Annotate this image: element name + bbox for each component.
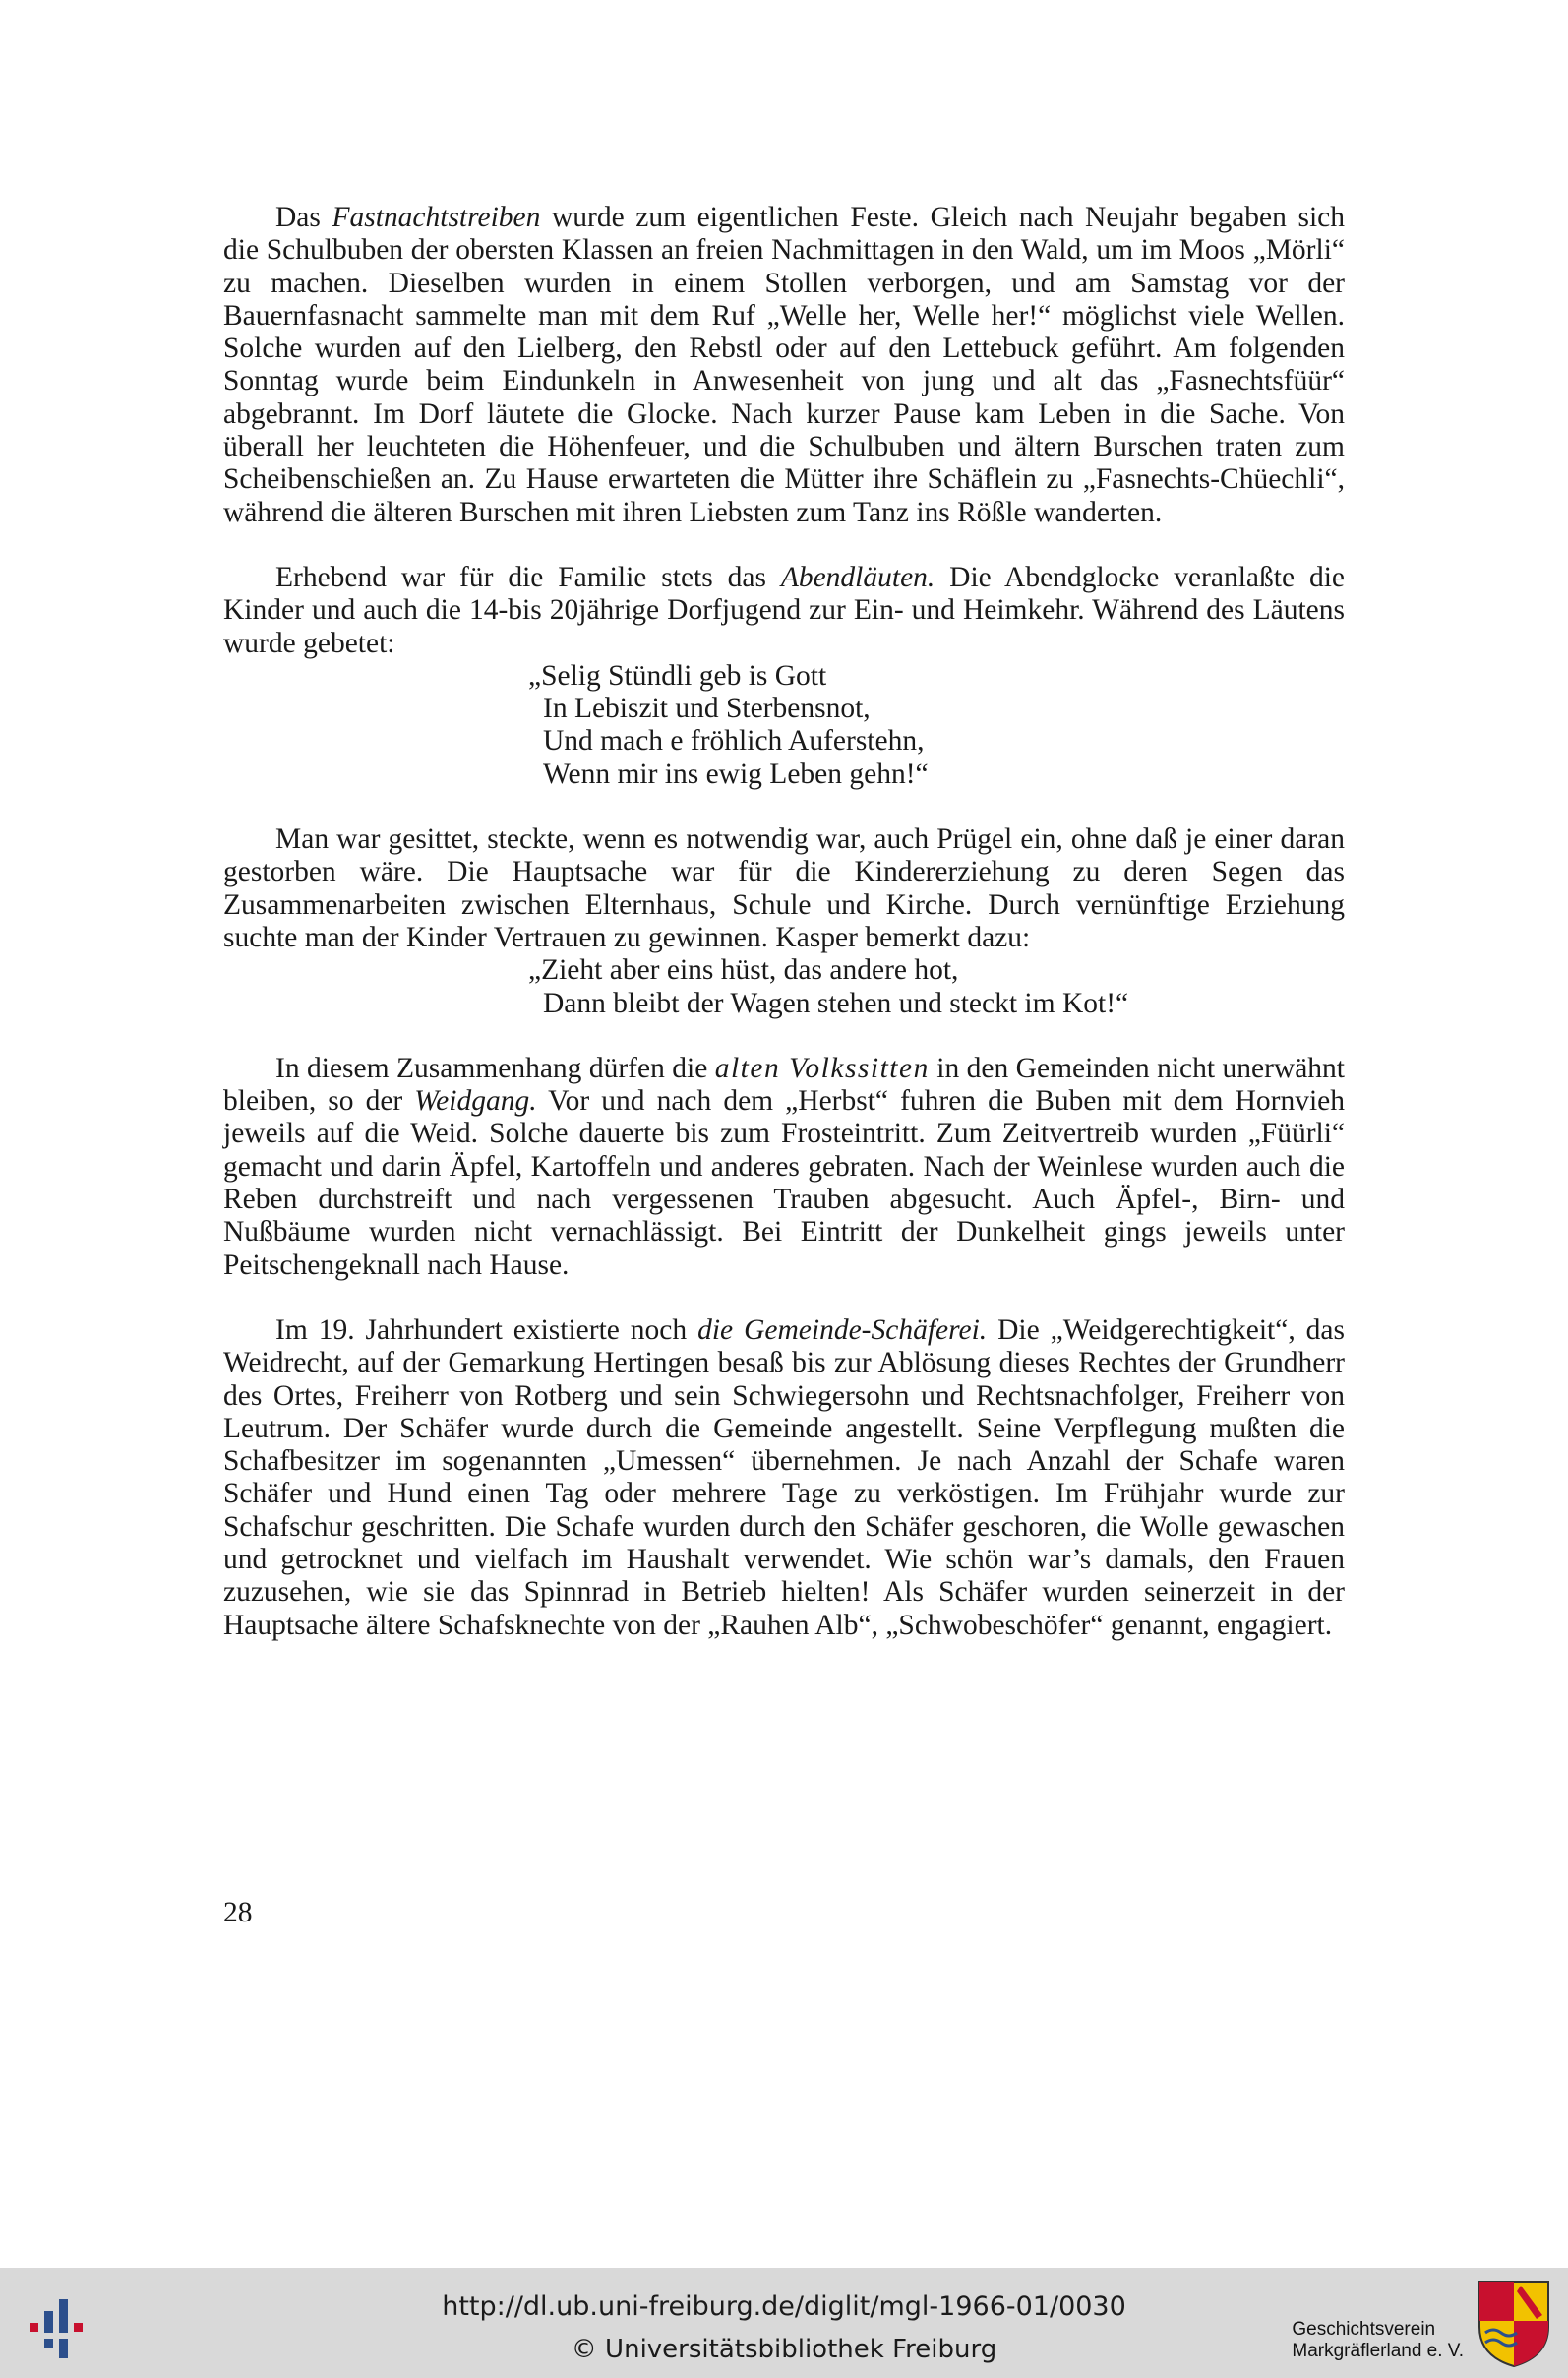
text-run: In diesem Zusammenhang dürfen die (275, 1052, 715, 1084)
text-run: Vor und nach dem „Herbst“ fuhren die Buben mit dem Hornvieh jeweils auf die Weid. Solche dauerte bis zum Frosteintritt. Zum Zeitvertreib wurden „Füürli“ gemacht und darin Äpfel, Kartoffeln und anderes gebraten. Nach der Weinlese wurden auch die Reben durchstreift und nach vergessenen Trauben abgesucht. Auch Äpfel-, Birn- und Nußbäume wurden nicht vernachlässigt. Bei Eintritt der Dunkelheit gings jeweils unter Peitschengeknall nach Hause. (223, 1085, 1345, 1281)
text-run: in den Gemeinden nicht unerwähnt bleiben, so der (223, 1052, 1346, 1118)
paragraph-abendlaeuten (223, 562, 1345, 660)
copyright-notice: © Universitätsbibliothek Freiburg (571, 2335, 997, 2364)
paragraph-schaeferei (223, 1314, 1345, 1642)
society-name (1292, 2319, 1464, 2362)
paragraph-erziehung (223, 823, 1345, 954)
page-body (223, 202, 1345, 1642)
society-name-line: Markgräflerland e. V. (1292, 2341, 1464, 2361)
text-run: Die „Weidgerechtigkeit“, das Weidrecht, auf der Gemarkung Hertingen besaß bis zur Ablösung dieses Rechtes der Grundherr des Ortes, Freiherr von Rotberg und sein Schwiegersohn und Rechtsnachfolger, Freiherr von Leutrum. Der Schäfer wurde durch die Gemeinde angestellt. Seine Verpflegung mußten die Schafbesitzer im sogenannten „Umessen“ übernehmen. Je nach Anzahl der Schafe waren Schäfer und Hund einen Tag oder mehrere Tage zu verköstigen. Im Frühjahr wurde zur Schafschur geschritten. Die Schafe wurden durch den Schäfer geschoren, die Wolle gewaschen und getrocknet und vielfach im Haushalt verwendet. Wie schön war’s damals, den Frauen zuzusehen, wie sie das Spinnrad in Betrieb hielten! Als Schäfer wurden seinerzeit in der Hauptsache ältere Schafsknechte von der „Rauhen Alb“, „Schwobeschöfer“ genannt, engagiert. (223, 1313, 1345, 1641)
paragraph-volkssitten (223, 1053, 1345, 1282)
text-run: Erhebend war für die Familie stets das (275, 561, 781, 593)
verse-line: In Lebiszit und Sterbensnot, (543, 693, 871, 725)
footer-bar (0, 2268, 1568, 2378)
verse-line: „Selig Stündli geb is Gott (528, 659, 827, 692)
paragraph-fastnachtstreiben (223, 202, 1345, 529)
verse-kasper (528, 954, 1345, 1020)
emphasis: Weidgang. (414, 1085, 537, 1118)
verse-prayer (528, 660, 1345, 791)
page-number: 28 (223, 1897, 253, 1928)
emphasis: die Gemeinde-Schäferei. (697, 1313, 988, 1346)
coat-of-arms-icon[interactable] (1474, 2276, 1554, 2370)
society-name-line: Geschichtsverein (1292, 2319, 1436, 2340)
emphasis: alten Volkssitten (714, 1052, 930, 1084)
text-run: Die Abendglocke veranlaßte die Kinder und auch die 14-bis 20jährige Dorfjugend zur Ein- und Heimkehr. Während des Läutens wurde gebetet: (223, 561, 1345, 659)
verse-line: Und mach e fröhlich Auferstehn, (543, 725, 925, 758)
text-run: Im 19. Jahrhundert existierte noch (275, 1313, 698, 1346)
permalink-url[interactable]: http://dl.ub.uni-freiburg.de/diglit/mgl-1966-01/0030 (442, 2291, 1126, 2322)
emphasis: Abendläuten. (780, 561, 935, 593)
text-run: Das (275, 202, 332, 233)
verse-line: Dann bleibt der Wagen stehen und steckt im Kot!“ (543, 987, 1129, 1019)
text-run: wurde zum eigentlichen Feste. Gleich nach Neujahr begaben sich die Schulbuben der obersten Klassen an freien Nachmittagen in den Wald, um im Moos „Mörli“ zu machen. Dieselben wurden in einem Stollen verborgen, und am Samstag vor der Bauernfasnacht sammelte man mit dem Ruf „Welle her, Welle her!“ möglichst viele Wellen. Solche wurden auf den Lielberg, den Rebstl oder auf den Lettebuck geführt. Am folgenden Sonntag wurde beim Eindunkeln in Anwesenheit von jung und alt das „Fasnechtsfüür“ abgebrannt. Im Dorf läutete die Glocke. Nach kurzer Pause kam Leben in die Sache. Von überall her leuchteten die Höhenfeuer, und die Schulbuben und ältern Burschen traten zum Scheibenschießen an. Zu Hause erwarteten die Mütter ihre Schäflein zu „Fasnechts-Chüechli“, während die älteren Burschen mit ihren Liebsten zum Tanz ins Rößle wanderten. (223, 202, 1345, 528)
verse-line: Wenn mir ins ewig Leben gehn!“ (543, 758, 929, 790)
verse-line: „Zieht aber eins hüst, das andere hot, (528, 954, 959, 987)
emphasis: Fastnachtstreiben (332, 202, 541, 233)
text-run: Man war gesittet, steckte, wenn es notwendig war, auch Prügel ein, ohne daß je einer daran gestorben wäre. Die Hauptsache war für die Kindererziehung zu deren Segen das Zusammenarbeiten zwischen Elternhaus, Schule und Kirche. Durch vernünftige Erziehung suchte man der Kinder Vertrauen zu gewinnen. Kasper bemerkt dazu: (223, 823, 1345, 953)
